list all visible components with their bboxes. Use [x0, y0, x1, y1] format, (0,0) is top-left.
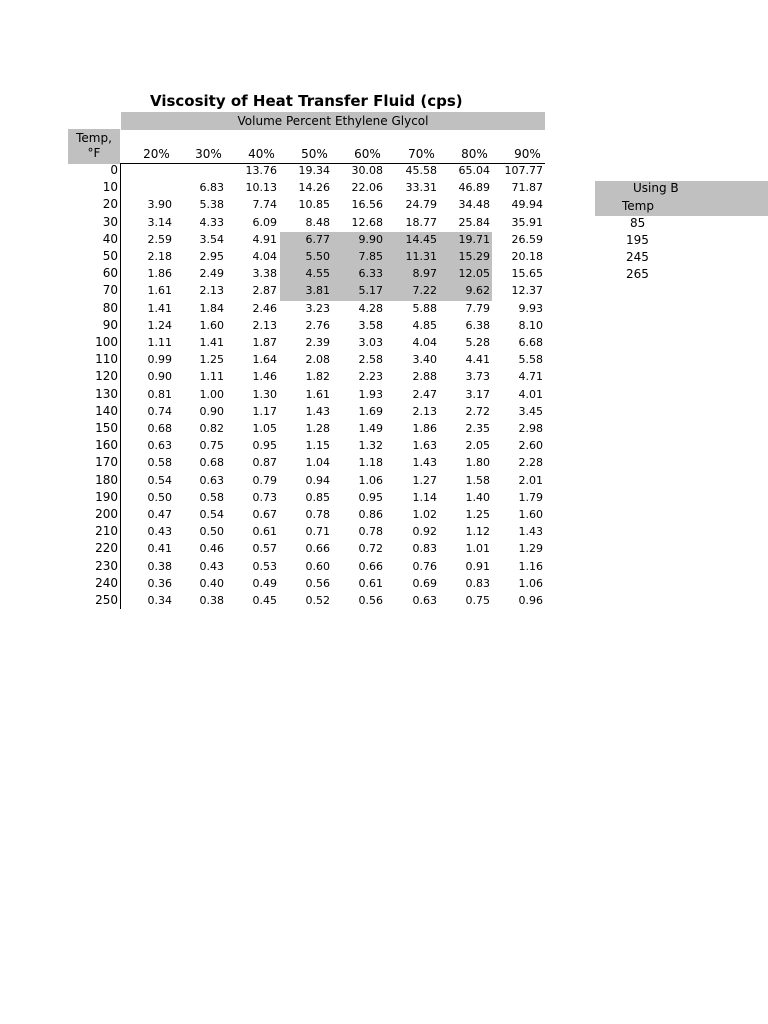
table-cell: 2.13: [412, 404, 437, 418]
table-cell: 3.90: [147, 198, 172, 212]
table-cell: 0.58: [199, 490, 224, 504]
table-cell: 2.46: [252, 301, 277, 315]
table-cell: 1.14: [412, 490, 437, 504]
table-cell: 0.79: [252, 473, 277, 487]
row-temp: 220: [95, 541, 118, 556]
row-temp: 150: [95, 421, 118, 435]
table-cell: 34.48: [458, 198, 490, 212]
table-cell: 7.74: [252, 198, 277, 212]
table-cell: 1.80: [465, 456, 490, 470]
table-cell: 2.58: [358, 353, 383, 367]
table-cell: 2.18: [147, 250, 172, 263]
table-cell: 1.12: [465, 525, 490, 539]
table-cell: 2.08: [305, 353, 330, 367]
table-cell: 0.83: [412, 542, 437, 556]
table-cell: 2.35: [465, 422, 490, 435]
table-cell: 2.72: [465, 404, 490, 418]
column-header: 40%: [248, 147, 275, 161]
table-cell: 3.81: [305, 284, 330, 298]
table-cell: 9.62: [465, 284, 490, 298]
row-temp: 90: [102, 317, 118, 332]
table-cell: 1.49: [358, 422, 383, 435]
table-cell: 4.04: [252, 250, 277, 263]
row-temp: 250: [95, 593, 118, 607]
table-cell: 1.17: [252, 404, 277, 418]
column-header: 70%: [408, 147, 435, 161]
table-cell: 6.33: [358, 267, 383, 281]
side-panel-temp: 245: [626, 250, 649, 264]
table-cell: 1.30: [252, 387, 277, 401]
table-cell: 1.11: [147, 336, 172, 349]
table-cell: 0.54: [199, 508, 224, 521]
table-cell: 6.68: [518, 336, 543, 349]
row-temp: 230: [95, 558, 118, 573]
table-cell: 3.38: [252, 267, 277, 281]
table-cell: 0.67: [252, 508, 277, 521]
table-cell: 0.86: [358, 508, 383, 521]
table-cell: 0.90: [199, 404, 224, 418]
table-cell: 10.13: [245, 181, 277, 195]
temp-column-rule: [120, 163, 121, 609]
table-cell: 2.28: [518, 456, 543, 470]
table-cell: 45.58: [405, 164, 437, 177]
table-cell: 71.87: [511, 181, 543, 195]
row-temp: 70: [102, 283, 118, 298]
table-cell: 0.75: [465, 594, 490, 607]
table-cell: 107.77: [504, 164, 543, 177]
temp-column-header: [68, 129, 120, 164]
table-cell: 2.76: [305, 318, 330, 332]
table-cell: 8.48: [305, 215, 330, 229]
table-cell: 0.56: [305, 576, 330, 590]
table-cell: 0.96: [518, 594, 543, 607]
table-cell: 19.34: [298, 164, 330, 177]
table-cell: 0.95: [358, 490, 383, 504]
table-cell: 18.77: [405, 215, 437, 229]
table-cell: 0.71: [305, 525, 330, 539]
table-cell: 1.29: [518, 542, 543, 556]
table-cell: 12.68: [351, 215, 383, 229]
table-cell: 4.33: [199, 215, 224, 229]
table-cell: 2.47: [412, 387, 437, 401]
table-cell: 12.05: [458, 267, 490, 281]
table-cell: 3.23: [305, 301, 330, 315]
table-cell: 1.40: [465, 490, 490, 504]
table-cell: 9.93: [518, 301, 543, 315]
table-cell: 19.71: [458, 232, 490, 246]
table-cell: 33.31: [405, 181, 437, 195]
table-cell: 2.88: [412, 370, 437, 384]
table-cell: 4.04: [412, 336, 437, 349]
table-cell: 7.22: [412, 284, 437, 298]
table-cell: 2.05: [465, 439, 490, 453]
table-cell: 12.37: [511, 284, 543, 298]
table-cell: 1.61: [147, 284, 172, 298]
table-cell: 0.38: [199, 594, 224, 607]
table-cell: 3.14: [147, 215, 172, 229]
row-temp: 140: [95, 403, 118, 418]
table-cell: 14.26: [298, 181, 330, 195]
table-cell: 7.85: [358, 250, 383, 263]
column-header: 80%: [461, 147, 488, 161]
table-cell: 6.83: [199, 181, 224, 195]
table-cell: 13.76: [245, 164, 277, 177]
table-cell: 1.01: [465, 542, 490, 556]
table-cell: 35.91: [511, 215, 543, 229]
table-cell: 0.36: [147, 576, 172, 590]
table-cell: 10.85: [298, 198, 330, 212]
table-cell: 0.53: [252, 559, 277, 573]
table-cell: 16.56: [351, 198, 383, 212]
table-cell: 24.79: [405, 198, 437, 212]
side-panel-temp: 195: [626, 233, 649, 247]
table-cell: 2.59: [147, 232, 172, 246]
table-cell: 0.91: [465, 559, 490, 573]
table-cell: 0.54: [147, 473, 172, 487]
table-cell: 0.45: [252, 594, 277, 607]
table-cell: 4.01: [518, 387, 543, 401]
table-cell: 2.23: [358, 370, 383, 384]
table-cell: 3.45: [518, 404, 543, 418]
table-cell: 1.87: [252, 336, 277, 349]
table-cell: 1.82: [305, 370, 330, 384]
table-cell: 46.89: [458, 181, 490, 195]
table-cell: 1.58: [465, 473, 490, 487]
table-cell: 15.29: [458, 250, 490, 263]
row-temp: 10: [102, 180, 118, 195]
table-cell: 0.66: [305, 542, 330, 556]
table-cell: 3.17: [465, 387, 490, 401]
table-cell: 1.43: [412, 456, 437, 470]
table-cell: 2.13: [199, 284, 224, 298]
table-cell: 0.68: [147, 422, 172, 435]
table-cell: 2.98: [518, 422, 543, 435]
table-cell: 0.87: [252, 456, 277, 470]
row-temp: 110: [95, 352, 118, 367]
table-cell: 0.58: [147, 456, 172, 470]
table-cell: 6.09: [252, 215, 277, 229]
table-cell: 2.01: [518, 473, 543, 487]
table-cell: 0.41: [147, 542, 172, 556]
row-temp: 20: [102, 197, 118, 212]
table-cell: 1.43: [305, 404, 330, 418]
table-cell: 0.61: [252, 525, 277, 539]
table-cell: 0.95: [252, 439, 277, 453]
table-cell: 2.95: [199, 250, 224, 263]
table-cell: 1.02: [412, 508, 437, 521]
table-cell: 0.63: [199, 473, 224, 487]
table-cell: 0.76: [412, 559, 437, 573]
column-header: 50%: [301, 147, 328, 161]
row-temp: 50: [102, 249, 118, 263]
table-cell: 1.16: [518, 559, 543, 573]
table-cell: 0.50: [199, 525, 224, 539]
table-cell: 0.63: [147, 439, 172, 453]
table-cell: 1.04: [305, 456, 330, 470]
table-cell: 0.92: [412, 525, 437, 539]
table-cell: 0.52: [305, 594, 330, 607]
table-cell: 1.27: [412, 473, 437, 487]
table-cell: 0.66: [358, 559, 383, 573]
table-cell: 5.17: [358, 284, 383, 298]
table-cell: 26.59: [511, 232, 543, 246]
table-cell: 0.81: [147, 387, 172, 401]
table-cell: 65.04: [458, 164, 490, 177]
row-temp: 130: [95, 386, 118, 401]
row-temp: 30: [102, 214, 118, 229]
table-cell: 2.49: [199, 267, 224, 281]
table-cell: 30.08: [351, 164, 383, 177]
table-cell: 1.43: [518, 525, 543, 539]
table-cell: 0.43: [199, 559, 224, 573]
table-cell: 4.41: [465, 353, 490, 367]
table-cell: 0.50: [147, 490, 172, 504]
table-cell: 1.25: [465, 508, 490, 521]
table-cell: 5.88: [412, 301, 437, 315]
table-cell: 14.45: [405, 232, 437, 246]
table-cell: 4.91: [252, 232, 277, 246]
table-cell: 22.06: [351, 181, 383, 195]
column-header: 60%: [354, 147, 381, 161]
table-cell: 0.47: [147, 508, 172, 521]
table-cell: 1.61: [305, 387, 330, 401]
table-cell: 1.60: [518, 508, 543, 521]
row-temp: 40: [102, 231, 118, 246]
table-title: Viscosity of Heat Transfer Fluid (cps): [150, 92, 463, 110]
row-temp: 240: [95, 575, 118, 590]
temp-header-line-2: °F: [87, 146, 101, 160]
row-temp: 120: [95, 369, 118, 384]
row-temp: 180: [95, 472, 118, 487]
row-temp: 60: [102, 266, 118, 281]
side-panel-temp: 85: [630, 216, 646, 230]
table-cell: 8.10: [518, 318, 543, 332]
table-cell: 1.86: [412, 422, 437, 435]
table-cell: 0.82: [199, 422, 224, 435]
table-cell: 0.90: [147, 370, 172, 384]
table-cell: 7.79: [465, 301, 490, 315]
table-cell: 0.38: [147, 559, 172, 573]
table-cell: 1.24: [147, 318, 172, 332]
table-cell: 1.63: [412, 439, 437, 453]
table-cell: 0.75: [199, 439, 224, 453]
table-cell: 0.99: [147, 353, 172, 367]
table-cell: 0.60: [305, 559, 330, 573]
table-cell: 3.73: [465, 370, 490, 384]
table-cell: 1.79: [518, 490, 543, 504]
table-cell: 1.86: [147, 267, 172, 281]
table-cell: 0.72: [358, 542, 383, 556]
table-cell: 8.97: [412, 267, 437, 281]
table-cell: 0.34: [147, 594, 172, 607]
table-cell: 1.05: [252, 422, 277, 435]
table-cell: 2.87: [252, 284, 277, 298]
side-panel-header: [595, 181, 768, 216]
table-cell: 1.11: [199, 370, 224, 384]
table-cell: 5.38: [199, 198, 224, 212]
table-cell: 0.63: [412, 594, 437, 607]
table-cell: 11.31: [405, 250, 437, 263]
table-cell: 5.28: [465, 336, 490, 349]
side-panel-temp: 265: [626, 267, 649, 281]
table-cell: 5.58: [518, 353, 543, 367]
table-subtitle: Volume Percent Ethylene Glycol: [121, 112, 545, 130]
table-cell: 1.28: [305, 422, 330, 435]
table-cell: 1.60: [199, 318, 224, 332]
table-cell: 1.32: [358, 439, 383, 453]
row-temp: 200: [95, 507, 118, 521]
table-cell: 15.65: [511, 267, 543, 281]
row-temp: 80: [102, 300, 118, 315]
table-cell: 0.56: [358, 594, 383, 607]
table-cell: 20.18: [511, 250, 543, 263]
table-cell: 1.69: [358, 404, 383, 418]
table-cell: 0.73: [252, 490, 277, 504]
table-cell: 3.40: [412, 353, 437, 367]
table-cell: 2.39: [305, 336, 330, 349]
table-cell: 49.94: [511, 198, 543, 212]
table-cell: 0.61: [358, 576, 383, 590]
table-cell: 25.84: [458, 215, 490, 229]
table-cell: 1.06: [518, 576, 543, 590]
table-cell: 5.50: [305, 250, 330, 263]
table-cell: 6.77: [305, 232, 330, 246]
table-cell: 0.40: [199, 576, 224, 590]
table-cell: 4.71: [518, 370, 543, 384]
table-cell: 1.00: [199, 387, 224, 401]
table-cell: 1.64: [252, 353, 277, 367]
side-panel-label: Temp: [622, 199, 654, 213]
temp-header-line-1: Temp,: [76, 131, 112, 145]
row-temp: 170: [95, 455, 118, 470]
table-cell: 4.55: [305, 267, 330, 281]
table-cell: 2.60: [518, 439, 543, 453]
table-cell: 1.25: [199, 353, 224, 367]
row-temp: 0: [110, 163, 118, 177]
table-cell: 1.06: [358, 473, 383, 487]
table-cell: 0.83: [465, 576, 490, 590]
table-cell: 1.41: [199, 336, 224, 349]
table-cell: 1.18: [358, 456, 383, 470]
side-panel-title: Using B: [633, 181, 679, 195]
row-temp: 100: [95, 335, 118, 349]
table-cell: 0.74: [147, 404, 172, 418]
column-header: 20%: [143, 147, 170, 161]
row-temp: 210: [95, 524, 118, 539]
table-cell: 0.49: [252, 576, 277, 590]
table-cell: 4.85: [412, 318, 437, 332]
column-header: 90%: [514, 147, 541, 161]
table-cell: 3.58: [358, 318, 383, 332]
table-cell: 0.78: [358, 525, 383, 539]
row-temp: 190: [95, 489, 118, 504]
table-cell: 0.85: [305, 490, 330, 504]
row-temp: 160: [95, 438, 118, 453]
table-cell: 1.41: [147, 301, 172, 315]
table-cell: 0.69: [412, 576, 437, 590]
table-cell: 1.15: [305, 439, 330, 453]
table-cell: 0.78: [305, 508, 330, 521]
table-cell: 0.68: [199, 456, 224, 470]
table-cell: 2.13: [252, 318, 277, 332]
table-cell: 0.57: [252, 542, 277, 556]
table-cell: 0.94: [305, 473, 330, 487]
table-cell: 1.46: [252, 370, 277, 384]
table-cell: 3.54: [199, 232, 224, 246]
table-cell: 1.93: [358, 387, 383, 401]
table-cell: 6.38: [465, 318, 490, 332]
table-cell: 4.28: [358, 301, 383, 315]
table-cell: 3.03: [358, 336, 383, 349]
column-header: 30%: [195, 147, 222, 161]
table-cell: 0.43: [147, 525, 172, 539]
table-cell: 0.46: [199, 542, 224, 556]
table-cell: 9.90: [358, 232, 383, 246]
table-cell: 1.84: [199, 301, 224, 315]
